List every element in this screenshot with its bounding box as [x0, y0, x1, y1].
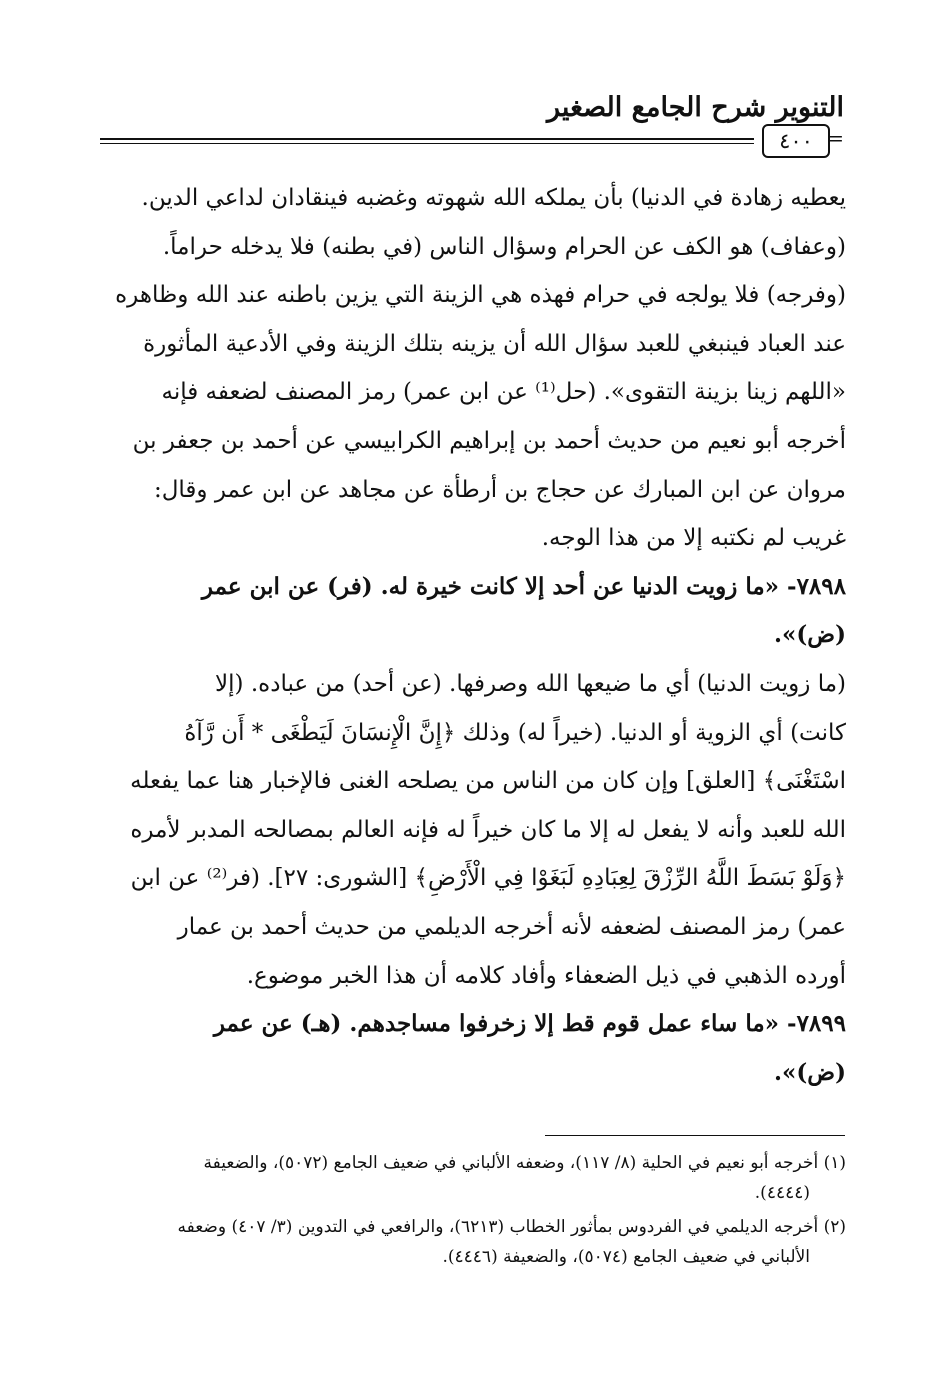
footnote-separator	[545, 1135, 845, 1136]
page-header	[100, 88, 844, 158]
hadith-line: (ض)».	[774, 621, 846, 649]
header-rule	[100, 138, 754, 140]
footnote-line: (٤٤٤٤).	[754, 1183, 810, 1203]
page-number: ٤٠٠	[779, 129, 813, 153]
body-text	[104, 174, 846, 1097]
footnote-line: (٢) أخرجه الديلمي في الفردوس بمأثور الخطاب (٦٢١٣)، والرافعي في التدوين (٣/ ٤٠٧) وضعفه	[177, 1217, 846, 1237]
text-line: (وفرجه) فلا يولجه في حرام فهذه هي الزينة التي يزين باطنه عند الله وظاهره	[115, 282, 846, 309]
text-line: (وعفاف) هو الكف عن الحرام وسؤال الناس (في بطنه) فلا يدخله حراماً.	[162, 233, 846, 260]
hadith-line: ٧٨٩٨- «ما زويت الدنيا عن أحد إلا كانت خيرة له. (فر) عن ابن عمر	[201, 572, 846, 600]
hadith-line: (ض)».	[774, 1058, 846, 1086]
footnote-line: (١) أخرجه أبو نعيم في الحلية (٨/ ١١٧)، وضعفه الألباني في ضعيف الجامع (٥٠٧٢)، والضعيفة	[203, 1153, 846, 1173]
text-line: عند العباد فينبغي للعبد سؤال الله أن يزينه بتلك الزينة وفي الأدعية المأثورة	[143, 330, 846, 357]
footnote-line: الألباني في ضعيف الجامع (٥٠٧٤)، والضعيفة (٤٤٤٦).	[442, 1247, 810, 1267]
book-title: التنوير شرح الجامع الصغير	[547, 92, 844, 123]
text-line: أخرجه أبو نعيم من حديث أحمد بن إبراهيم الكرابيسي عن أحمد بن جعفر بن	[132, 427, 846, 454]
footnote-2	[104, 1212, 846, 1272]
text-line: يعطيه زهادة في الدنيا) بأن يملكه الله شهوته وغضبه فينقادان لداعي الدين.	[141, 185, 846, 211]
text-line: كانت) أي الزوية أو الدنيا. (خيراً له) وذلك ﴿إِنَّ الْإِنسَانَ لَيَطْغَى * أَن رَّآهُ	[184, 719, 846, 746]
text-line: غريب لم نكتبه إلا من هذا الوجه.	[541, 525, 846, 552]
text-line: أورده الذهبي في ذيل الضعفاء وأفاد كلامه أن هذا الخبر موضوع.	[246, 962, 846, 989]
header-rule-thin	[100, 143, 754, 144]
hadith-line: ٧٨٩٩- «ما ساء عمل قوم قط إلا زخرفوا مساجدهم. (هـ) عن عمر	[213, 1010, 846, 1038]
text-line: مروان عن ابن المبارك عن حجاج بن أرطأة عن مجاهد عن ابن عمر وقال:	[153, 476, 846, 503]
text-line: عمر) رمز المصنف لضعفه لأنه أخرجه الديلمي من حديث أحمد بن عمار	[177, 913, 846, 940]
footnotes	[104, 1148, 846, 1276]
text-line: اسْتَغْنَى﴾ [العلق] وإن كان من الناس من يصلحه الغنى فالإخبار هنا عما يفعله	[130, 768, 846, 795]
footnote-1	[104, 1148, 846, 1208]
header-end-mark: =	[827, 126, 844, 150]
page-number-box	[762, 124, 830, 158]
text-line: (ما زويت الدنيا) أي ما ضيعها الله وصرفها. (عن أحد) من عباده. (إلا	[215, 670, 846, 697]
text-line: الله للعبد وأنه لا يفعل له إلا ما كان خيراً له فإنه العالم بمصالحه المدبر لأمره	[130, 816, 846, 843]
text-line: ﴿وَلَوْ بَسَطَ اللَّهُ الرِّزْقَ لِعِبَادِهِ لَبَغَوْا فِي الْأَرْضِ﴾ [الشورى: ٢٧]. (فر⁽²⁾ عن ابن	[130, 865, 846, 892]
text-line: «اللهم زينا بزينة التقوى». (حل⁽¹⁾ عن ابن عمر) رمز المصنف لضعفه فإنه	[161, 379, 846, 406]
